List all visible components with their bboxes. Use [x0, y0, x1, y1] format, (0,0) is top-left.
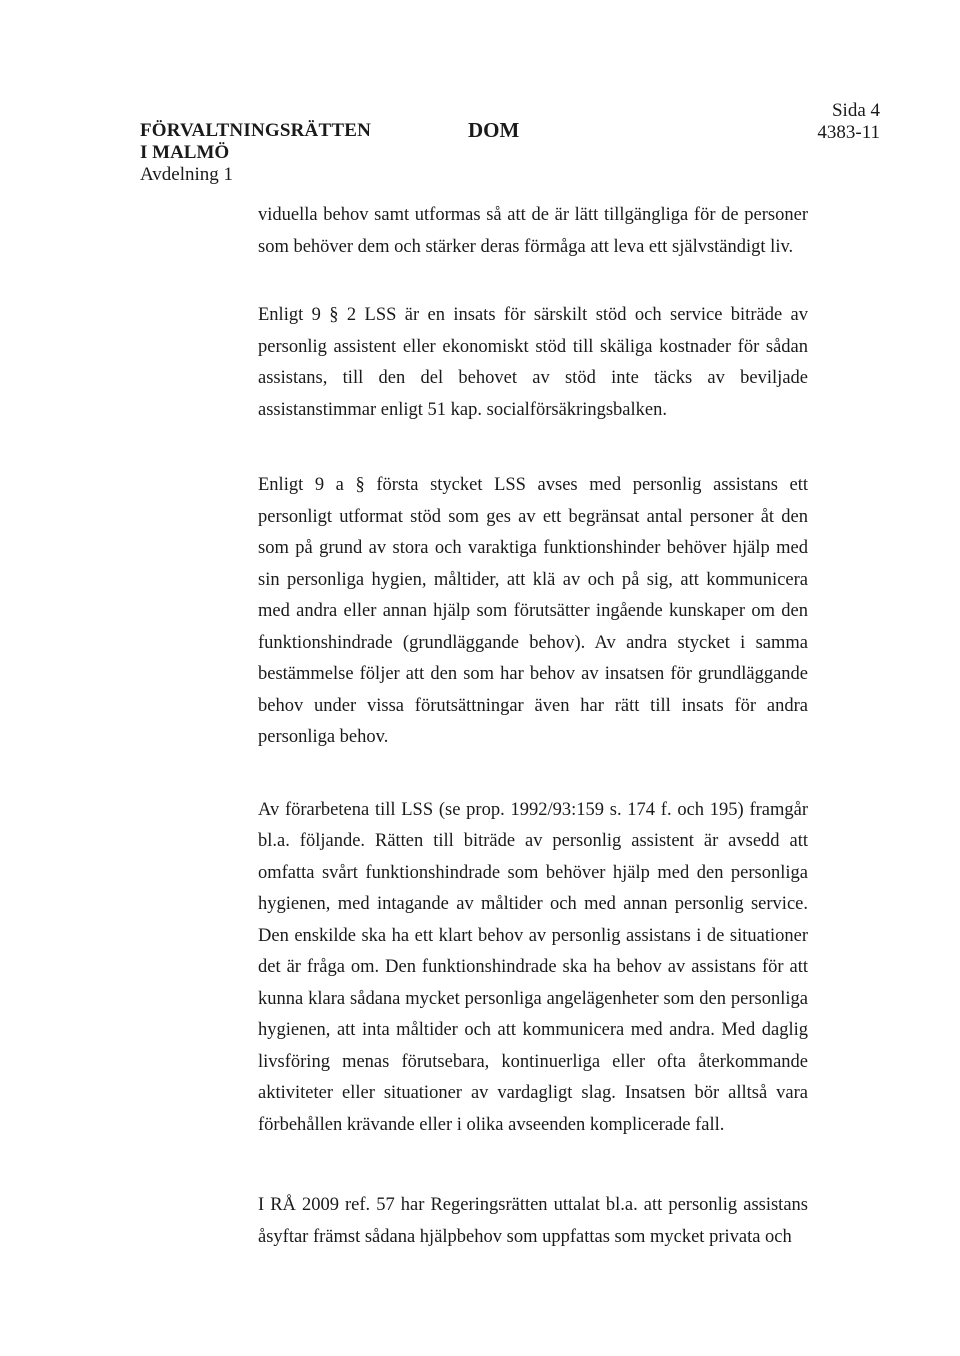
document-body: [258, 200, 808, 1253]
paragraph-4: Av förarbetena till LSS (se prop. 1992/93:159 s. 174 f. och 195) framgår bl.a. följande. Rätten till biträde av personlig assistent är avsedd att omfatta svårt funktionshindrade som behöver hjälp med den personliga hygienen, med intagande av måltider och med annan personlig service. Den enskilde ska ha ett klart behov av personlig assistans i de situationer det är fråga om. Den funktionshindrade ska ha behov av assistans för att kunna klara sådana mycket personliga angelägenheter som den personliga hygienen, att inta måltider och att kommunicera med andra. Med daglig livsföring menas förutsebara, kontinuerliga eller ofta återkommande aktiviteter eller situationer av vardagligt slag. Insatsen bör alltså vara förbehållen krävande eller i olika avseenden komplicerade fall.: [258, 799, 808, 1135]
department: Avdelning 1: [140, 164, 234, 185]
paragraph-1: viduella behov samt utformas så att de är lätt tillgängliga för de personer som behöver dem och stärker deras förmåga att leva ett självständigt liv.: [258, 205, 808, 257]
document-type: DOM: [468, 118, 520, 142]
paragraph-2: Enligt 9 § 2 LSS är en insats för särskilt stöd och service biträde av personlig assistent eller ekonomiskt stöd till skäliga kostnader för sådan assistans, till den del behovet av stöd inte täcks av beviljade assistanstimmar enligt 51 kap. socialförsäkringsbalken.: [258, 305, 808, 420]
paragraph-5: I RÅ 2009 ref. 57 har Regeringsrätten uttalat bl.a. att personlig assistans åsyftar främst sådana hjälpbehov som uppfattas som mycket privata och: [258, 1195, 808, 1247]
case-number: 4383-11: [817, 122, 880, 143]
page-label: Sida 4: [831, 100, 880, 121]
court-name: FÖRVALTNINGSRÄTTEN: [140, 120, 371, 141]
page-meta: [817, 100, 880, 144]
court-city: I MALMÖ: [140, 142, 230, 163]
paragraph-3: Enligt 9 a § första stycket LSS avses med personlig assistans ett personligt utformat stöd som ges av ett begränsat antal personer åt den som på grund av stora och varaktiga funktionshinder behöver hjälp med sin personliga hygien, måltider, att klä av och på sig, att kommunicera med andra eller annan hjälp som förutsätter ingående kunskaper om den funktionshindrade (grundläggande behov). Av andra stycket i samma bestämmelse följer att den som har behov av insatsen för grundläggande behov under vissa förutsättningar även har rätt till insats för andra personliga behov.: [258, 475, 808, 747]
court-block: [140, 120, 371, 186]
